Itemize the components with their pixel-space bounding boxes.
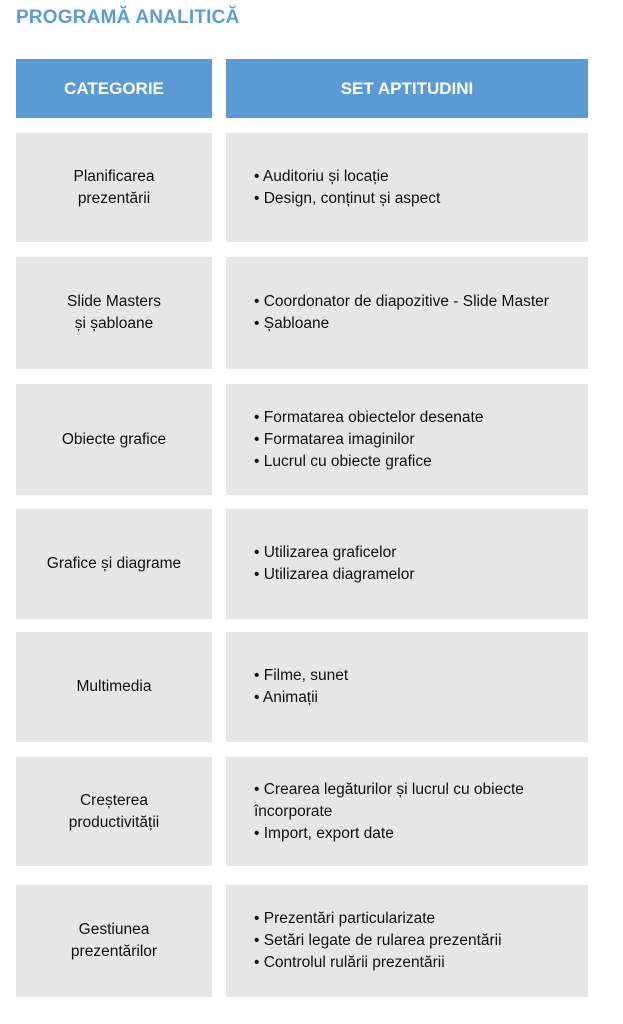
category-label: Gestiunea prezentărilor — [70, 921, 158, 960]
category-cell — [16, 632, 212, 742]
skills-cell — [226, 384, 588, 495]
category-cell — [16, 509, 212, 619]
category-cell — [16, 384, 212, 495]
skill-item: • Setări legate de rularea prezentării — [254, 932, 502, 949]
skills-cell — [226, 632, 588, 742]
skill-item: • Filme, sunet — [254, 667, 349, 684]
skill-item: • Auditoriu și locație — [254, 167, 389, 185]
skill-item: • Design, conținut și aspect — [254, 189, 441, 207]
skills-cell — [226, 509, 588, 619]
category-label: Grafice și diagrame — [46, 555, 182, 572]
skills-cell — [226, 757, 588, 866]
skill-item: • Utilizarea diagramelor — [254, 566, 415, 583]
skill-item: • Crearea legăturilor și lucrul cu obiecte încorporate — [254, 780, 524, 820]
skills-cell — [226, 885, 588, 997]
skill-item: • Prezentări particularizate — [254, 910, 436, 927]
skill-item: • Import, export date — [254, 824, 394, 842]
category-label: Creșterea productivității — [68, 791, 160, 831]
category-cell — [16, 885, 212, 997]
skill-item: • Animații — [254, 689, 319, 706]
skill-item: • Coordonator de diapozitive - Slide Master — [254, 293, 549, 310]
category-label: Planificarea prezentării — [73, 167, 155, 207]
category-label: Multimedia — [76, 678, 152, 695]
skill-item: • Formatarea obiectelor desenate — [254, 408, 484, 426]
category-cell — [16, 133, 212, 242]
skill-item: • Lucrul cu obiecte grafice — [254, 452, 432, 470]
page-title: PROGRAMĂ ANALITICĂ — [16, 7, 240, 28]
header-category: CATEGORIE — [16, 59, 212, 118]
skill-item: • Controlul rulării prezentării — [254, 954, 445, 971]
skill-item: • Utilizarea graficelor — [254, 544, 397, 561]
skill-item: • Șabloane — [254, 315, 330, 332]
skills-cell — [226, 257, 588, 369]
skill-item: • Formatarea imaginilor — [254, 430, 415, 448]
header-skills: SET APTITUDINI — [226, 59, 588, 118]
category-label: Slide Masters și șabloane — [67, 293, 161, 332]
category-label: Obiecte grafice — [61, 430, 167, 448]
category-cell — [16, 757, 212, 866]
skills-cell — [226, 133, 588, 242]
category-cell — [16, 257, 212, 369]
